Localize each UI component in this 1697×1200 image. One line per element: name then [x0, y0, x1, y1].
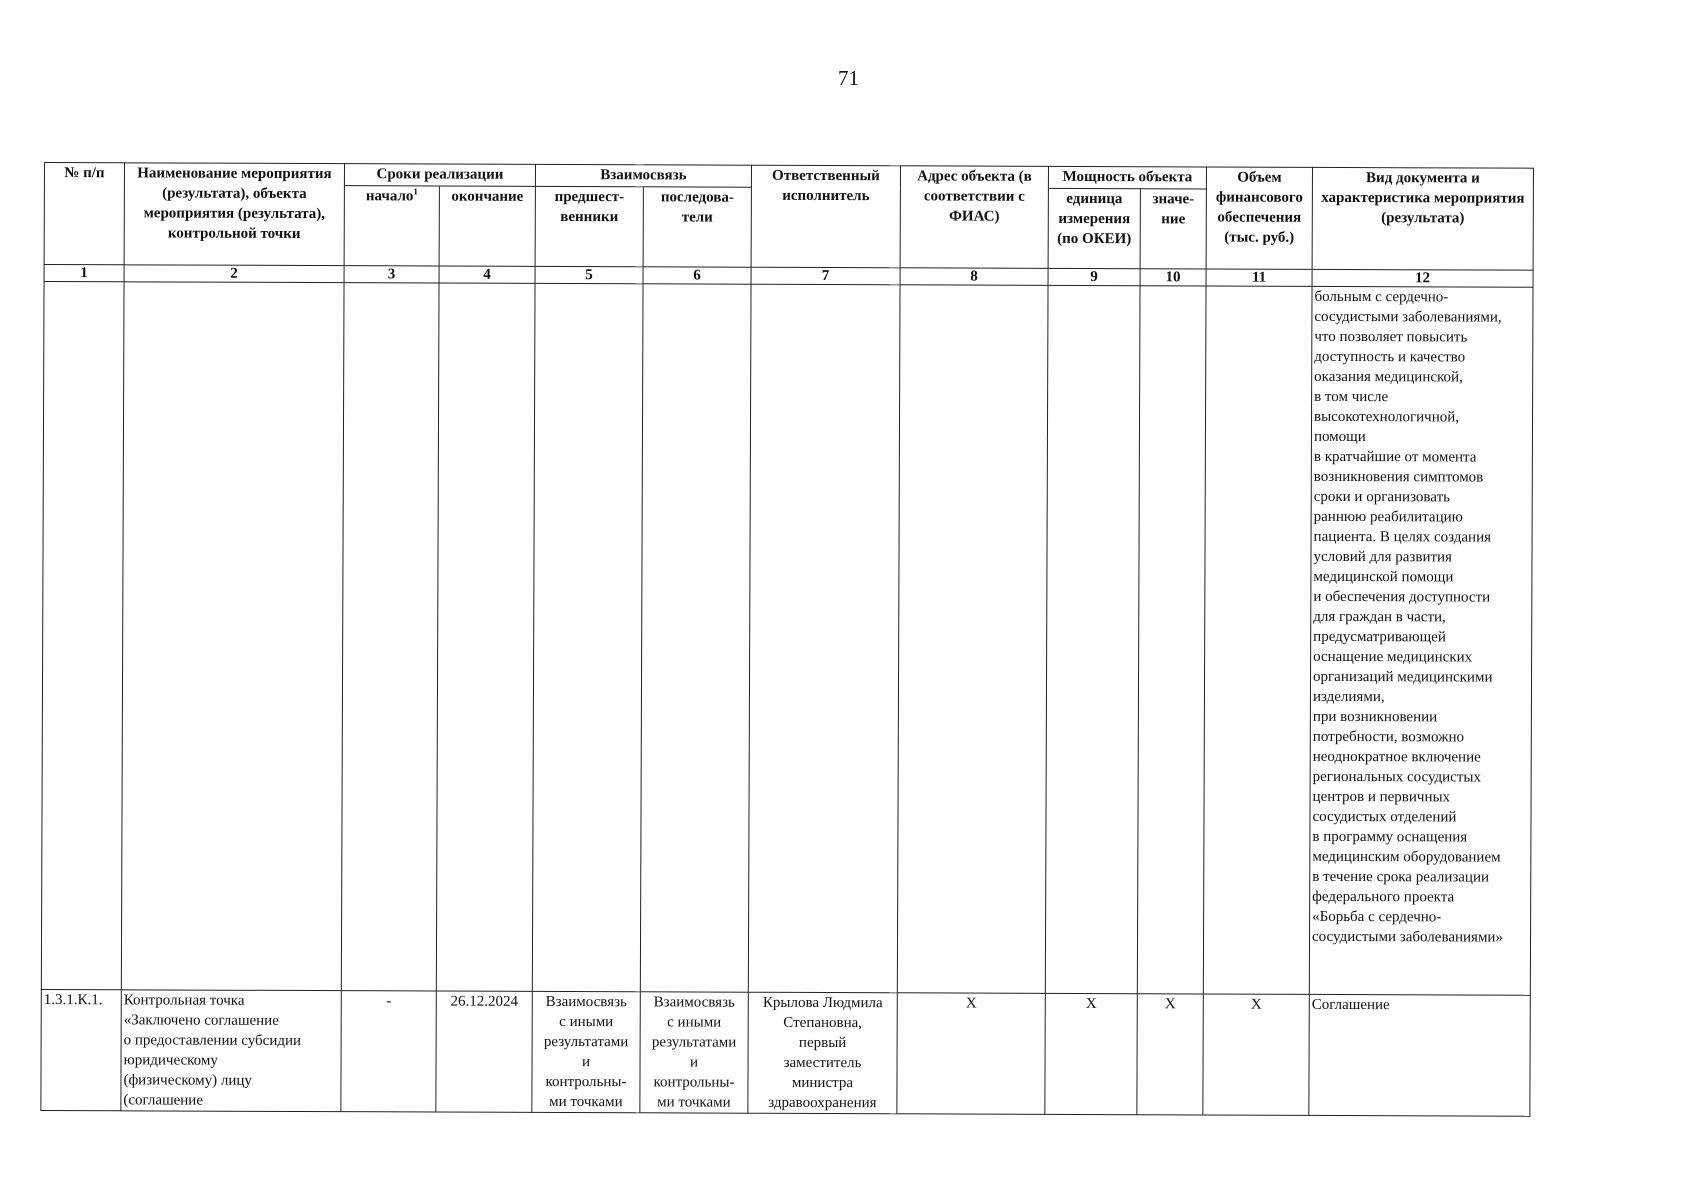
description-line: в кратчайшие от момента — [1313, 448, 1477, 466]
description-line: для граждан в части, — [1313, 608, 1446, 626]
column-number: 5 — [535, 266, 643, 283]
column-number: 6 — [643, 267, 751, 284]
row-predecessors — [532, 991, 640, 1112]
column-number: 7 — [751, 267, 900, 285]
description-line: при возникновении — [1312, 708, 1438, 726]
header-capacity-group: Мощность объекта — [1048, 166, 1206, 189]
description-line: в программу оснащения — [1312, 828, 1468, 846]
responsible-line: министра — [791, 1074, 854, 1092]
description-line: условий для развития — [1313, 548, 1453, 566]
description-line: региональных сосудистых — [1312, 768, 1482, 786]
description-line: потребности, возможно — [1312, 728, 1465, 746]
header-unit: единица измерения (по ОКЕИ) — [1048, 188, 1140, 268]
header-links-group: Взаимосвязь — [535, 164, 751, 187]
row-name — [121, 990, 341, 1112]
header-predecessors: предшест-венники — [535, 186, 643, 266]
description-line: оснащение медицинских — [1313, 648, 1473, 666]
header-start — [344, 186, 439, 266]
column-number: 11 — [1206, 269, 1312, 286]
row-successors — [640, 992, 748, 1113]
header-document: Вид документа и характеристика мероприятия (результата) — [1312, 167, 1533, 270]
row-funding: X — [1203, 994, 1309, 1115]
successors-line: и — [690, 1054, 699, 1071]
header-successors: последова-тели — [643, 187, 751, 267]
row-responsible — [748, 992, 897, 1114]
description-line: сроки и организовать — [1313, 488, 1451, 506]
predecessors-line: контрольны- — [545, 1073, 627, 1091]
table-row — [41, 989, 1530, 1116]
predecessors-line: Взаимосвязь — [545, 993, 627, 1011]
responsible-line: заместитель — [783, 1054, 862, 1072]
header-funding: Объем финансового обеспечения (тыс. руб.) — [1206, 167, 1312, 269]
successors-line: результатами — [651, 1034, 737, 1051]
row-start: - — [341, 991, 436, 1112]
description-line: медицинским оборудованием — [1312, 848, 1501, 866]
header-start-label: начало — [365, 188, 414, 205]
description-line: организаций медицинскими — [1313, 668, 1493, 686]
description-line: и обеспечения доступности — [1313, 588, 1491, 606]
header-end: окончание — [439, 186, 535, 266]
predecessors-line: результатами — [543, 1033, 629, 1051]
description-line: сосудистыми заболеваниями, — [1314, 308, 1502, 326]
column-number: 12 — [1312, 269, 1533, 287]
row-number: 1.3.1.К.1. — [41, 989, 121, 1110]
description-line: пациента. В целях создания — [1313, 528, 1492, 546]
description-line: что позволяет повысить — [1314, 328, 1468, 346]
header-terms-group: Сроки реализации — [344, 164, 535, 187]
row-name-line: «Заключено соглашение — [123, 1012, 279, 1029]
column-number: 1 — [44, 265, 124, 282]
description-line: центров и первичных — [1312, 788, 1451, 806]
footnote-marker: 1 — [413, 186, 418, 197]
continuation-row — [41, 282, 1533, 996]
successors-line: контрольны- — [653, 1074, 735, 1091]
header-responsible: Ответственный исполнитель — [751, 165, 900, 268]
description-line: сосудистыми заболеваниями» — [1312, 928, 1504, 946]
predecessors-line: и — [582, 1054, 591, 1071]
successors-line: Взаимосвязь — [653, 994, 735, 1011]
activities-table — [40, 162, 1534, 1117]
row-address: X — [897, 993, 1045, 1115]
page-number: 71 — [838, 66, 859, 90]
row-name-line: (соглашение — [123, 1092, 204, 1109]
column-number: 3 — [344, 266, 439, 283]
column-number: 8 — [900, 268, 1048, 286]
description-line: помощи — [1313, 428, 1366, 446]
row-name-line: Контрольная точка — [123, 992, 245, 1009]
description-line: неоднократное включение — [1312, 748, 1481, 766]
column-number: 4 — [439, 266, 535, 283]
description-line: медицинской помощи — [1313, 568, 1454, 586]
predecessors-line: с иными — [559, 1013, 614, 1031]
column-number: 10 — [1140, 269, 1206, 286]
header-value: значе-ние — [1140, 189, 1206, 269]
description-line: федерального проекта — [1312, 888, 1455, 906]
column-number: 2 — [124, 265, 344, 283]
row-document: Соглашение — [1309, 994, 1530, 1116]
responsible-line: Степановна, — [783, 1014, 863, 1032]
description-line: изделиями, — [1312, 688, 1385, 706]
description-line: сосудистых отделений — [1312, 808, 1457, 826]
description-line: доступность и качество — [1314, 348, 1466, 366]
successors-line: ми точками — [657, 1094, 731, 1111]
header-name: Наименование мероприятия (результата), объекта мероприятия (результата), контрольной точки — [124, 163, 344, 266]
description-line: больным с сердечно- — [1314, 288, 1449, 306]
header-number: № п/п — [44, 163, 124, 265]
description-line: предусматривающей — [1313, 628, 1446, 646]
row-name-line: юридическому — [123, 1052, 218, 1069]
description-line: высокотехнологичной, — [1314, 408, 1460, 426]
row-end: 26.12.2024 — [436, 991, 532, 1112]
row-value: X — [1137, 994, 1203, 1115]
responsible-line: первый — [798, 1034, 847, 1052]
description-line: в том числе — [1314, 388, 1389, 406]
row-name-line: о предоставлении субсидии — [123, 1032, 302, 1049]
description-line: оказания медицинской, — [1314, 368, 1463, 386]
predecessors-line: ми точками — [549, 1093, 623, 1111]
column-number: 9 — [1048, 268, 1140, 285]
continuation-description — [1309, 286, 1533, 995]
row-name-line: (физическому) лицу — [123, 1072, 252, 1089]
header-address: Адрес объекта (в соответствии с ФИАС) — [900, 166, 1048, 269]
successors-line: с иными — [667, 1014, 722, 1031]
responsible-line: Крылова Людмила — [762, 994, 883, 1012]
description-line: возникновения симптомов — [1313, 468, 1484, 486]
row-unit: X — [1045, 993, 1137, 1114]
description-line: в течение срока реализации — [1312, 868, 1490, 886]
description-line: «Борьба с сердечно- — [1312, 908, 1442, 926]
description-line: раннюю реабилитацию — [1313, 508, 1463, 526]
responsible-line: здравоохранения — [768, 1094, 877, 1112]
